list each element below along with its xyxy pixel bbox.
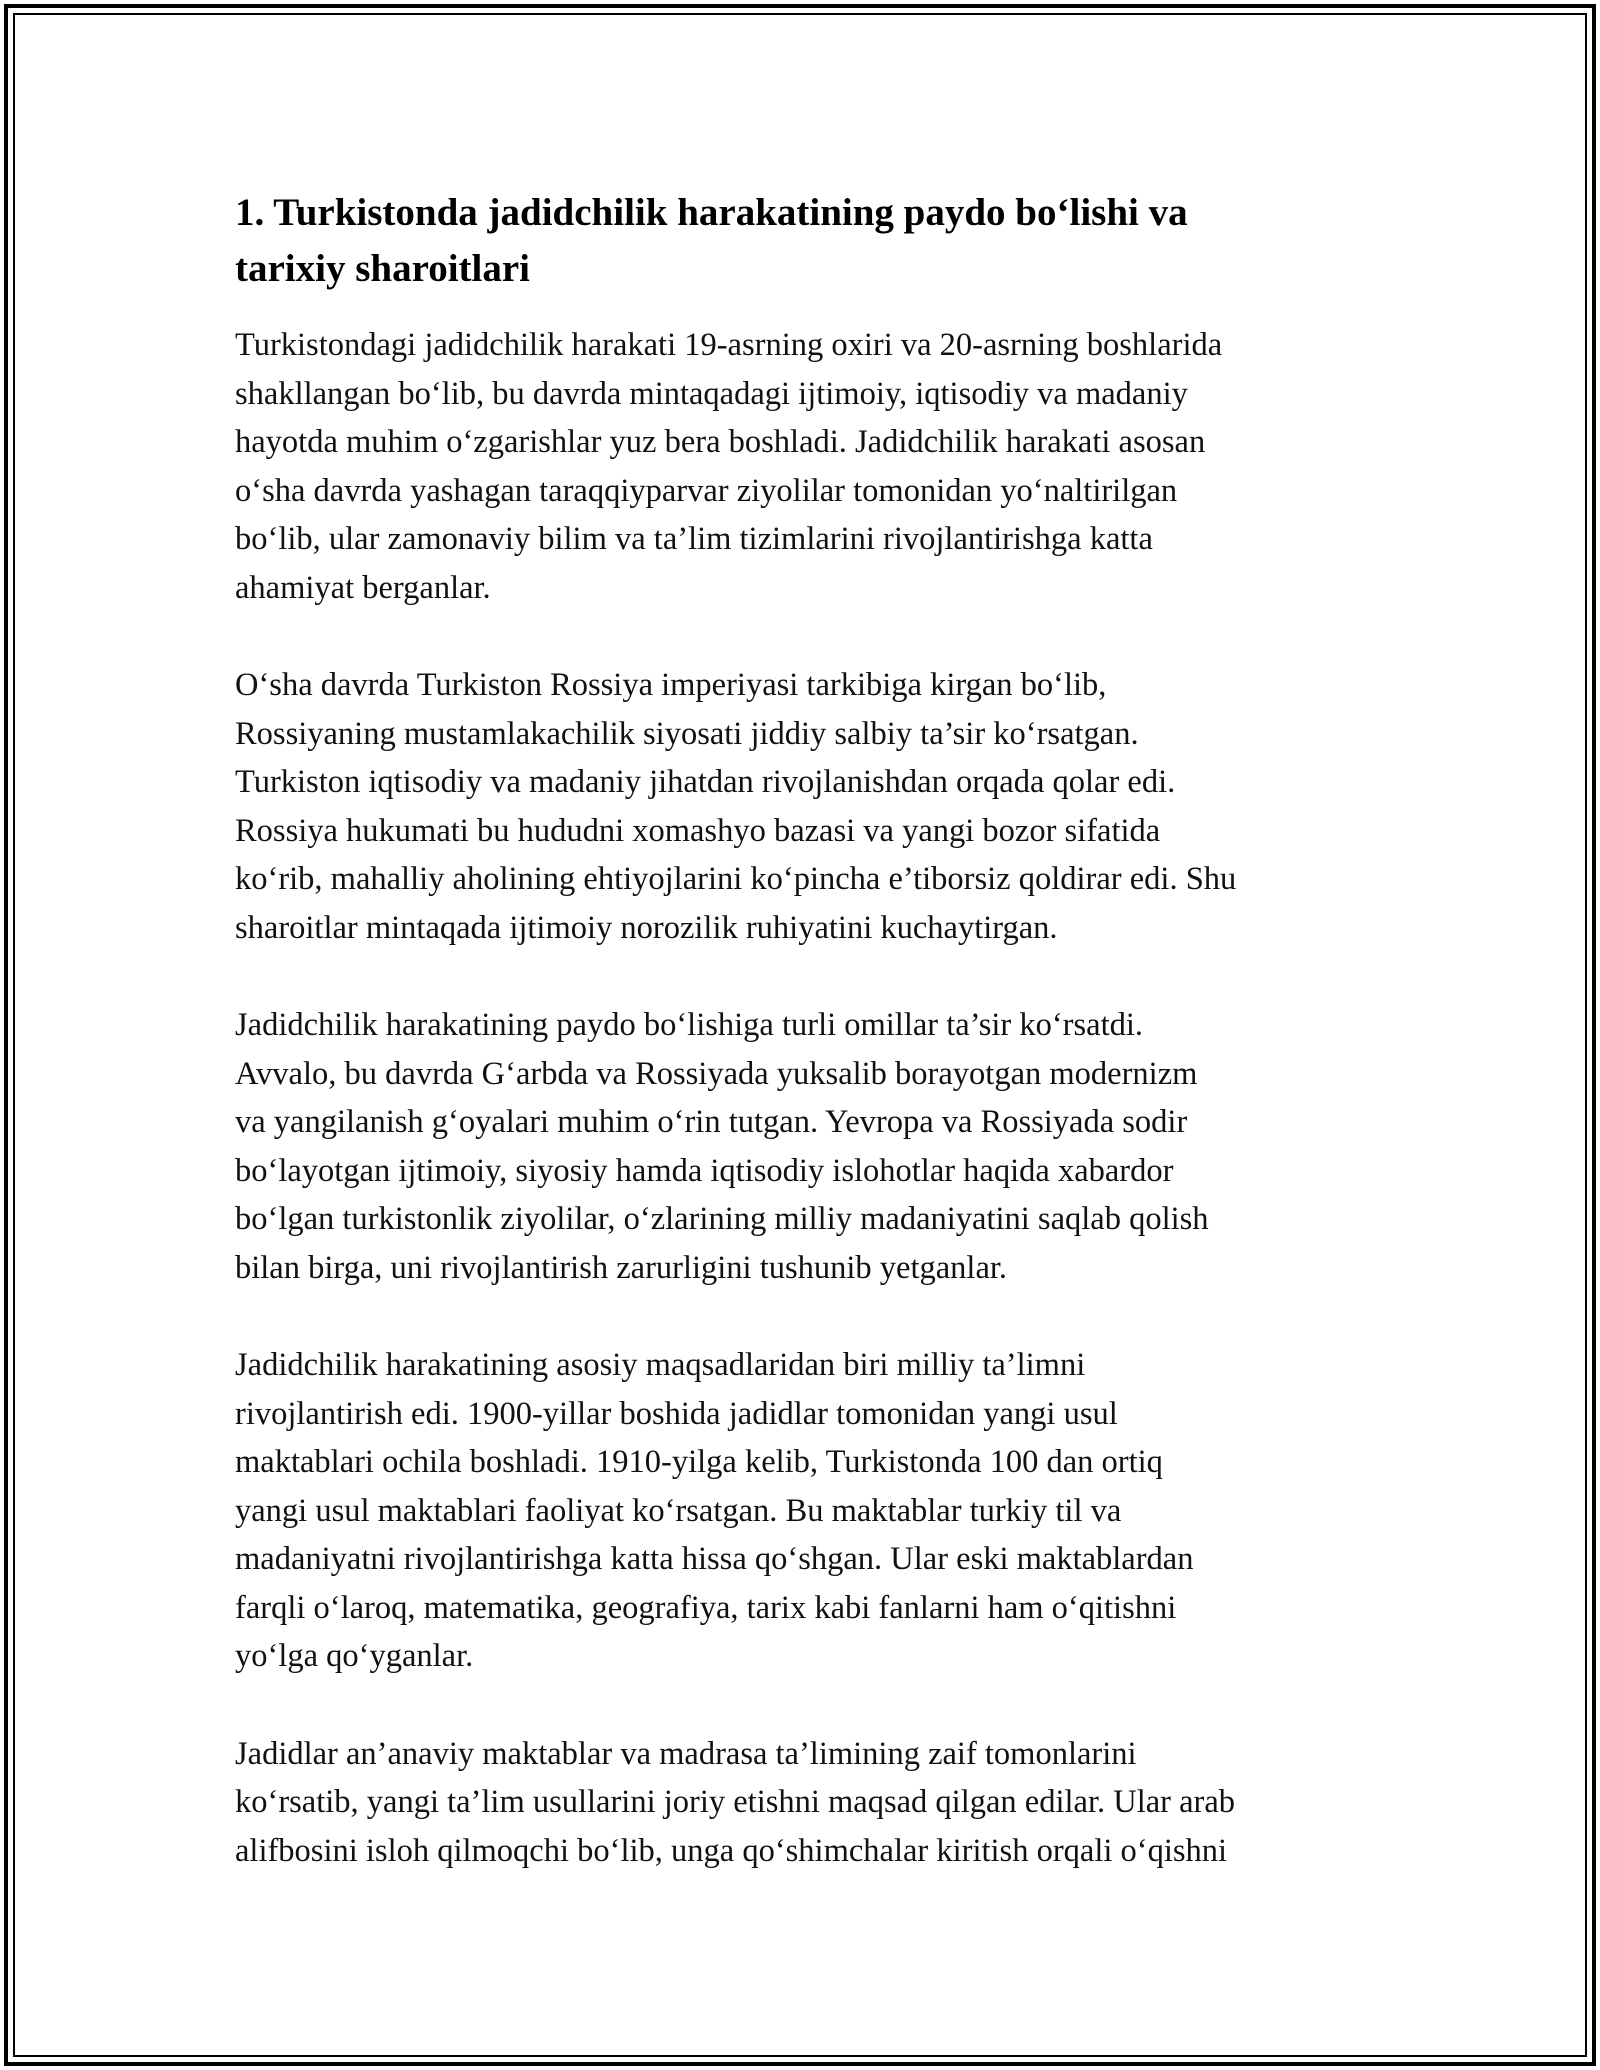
document-body [235, 185, 1375, 1924]
paragraph-5: Jadidlar an’anaviy maktablar va madrasa ta’limining zaif tomonlarini ko‘rsatib, yangi ta’lim usullarini joriy etishni maqsad qilgan edilar. Ular arab alifbosini isloh qilmoqchi bo‘lib, unga qo‘shimchalar kiritish orqali o‘qishni [235, 1735, 1236, 1869]
paragraph-3: Jadidchilik harakatining paydo bo‘lishiga turli omillar ta’sir ko‘rsatdi. Avvalo, bu davrda G‘arbda va Rossiyada yuksalib borayotgan modernizm va yangilanish g‘oyalari muhim o‘rin tutgan. Yevropa va Rossiyada sodir bo‘layotgan ijtimoiy, siyosiy hamda iqtisodiy islohotlar haqida xabardor bo‘lgan turkistonlik ziyolilar, o‘zlarining milliy madaniyatini saqlab qolish bilan birga, uni rivojlantirish zarurligini tushunib yetganlar. [235, 1007, 1209, 1286]
paragraph-1: Turkistondagi jadidchilik harakati 19-asrning oxiri va 20-asrning boshlarida shakllangan bo‘lib, bu davrda mintaqadagi ijtimoiy, iqtisodiy va madaniy hayotda muhim o‘zgarishlar yuz bera boshladi. Jadidchilik harakati asosan o‘sha davrda yashagan taraqqiyparvar ziyolilar tomonidan yo‘naltirilgan bo‘lib, ular zamonaviy bilim va ta’lim tizimlarini rivojlantirishga katta ahamiyat berganlar. [235, 327, 1223, 606]
paragraph-4: Jadidchilik harakatining asosiy maqsadlaridan biri milliy ta’limni rivojlantirish edi. 1900-yillar boshida jadidlar tomonidan yangi usul maktablari ochila boshladi. 1910-yilga kelib, Turkistonda 100 dan ortiq yangi usul maktablari faoliyat ko‘rsatgan. Bu maktablar turkiy til va madaniyatni rivojlantirishga katta hissa qo‘shgan. Ular eski maktablardan farqli o‘laroq, matematika, geografiya, tarix kabi fanlarni ham o‘qitishni yo‘lga qo‘yganlar. [235, 1347, 1194, 1674]
section-title: 1. Turkistonda jadidchilik harakatining paydo bo‘lishi va tarixiy sharoitlari [235, 191, 1188, 290]
paragraph-2: O‘sha davrda Turkiston Rossiya imperiyasi tarkibiga kirgan bo‘lib, Rossiyaning mustamlakachilik siyosati jiddiy salbiy ta’sir ko‘rsatgan. Turkiston iqtisodiy va madaniy jihatdan rivojlanishdan orqada qolar edi. Rossiya hukumati bu hududni xomashyo bazasi va yangi bozor sifatida ko‘rib, mahalliy aholining ehtiyojlarini ko‘pincha e’tiborsiz qoldirar edi. Shu sharoitlar mintaqada ijtimoiy norozilik ruhiyatini kuchaytirgan. [235, 667, 1237, 946]
